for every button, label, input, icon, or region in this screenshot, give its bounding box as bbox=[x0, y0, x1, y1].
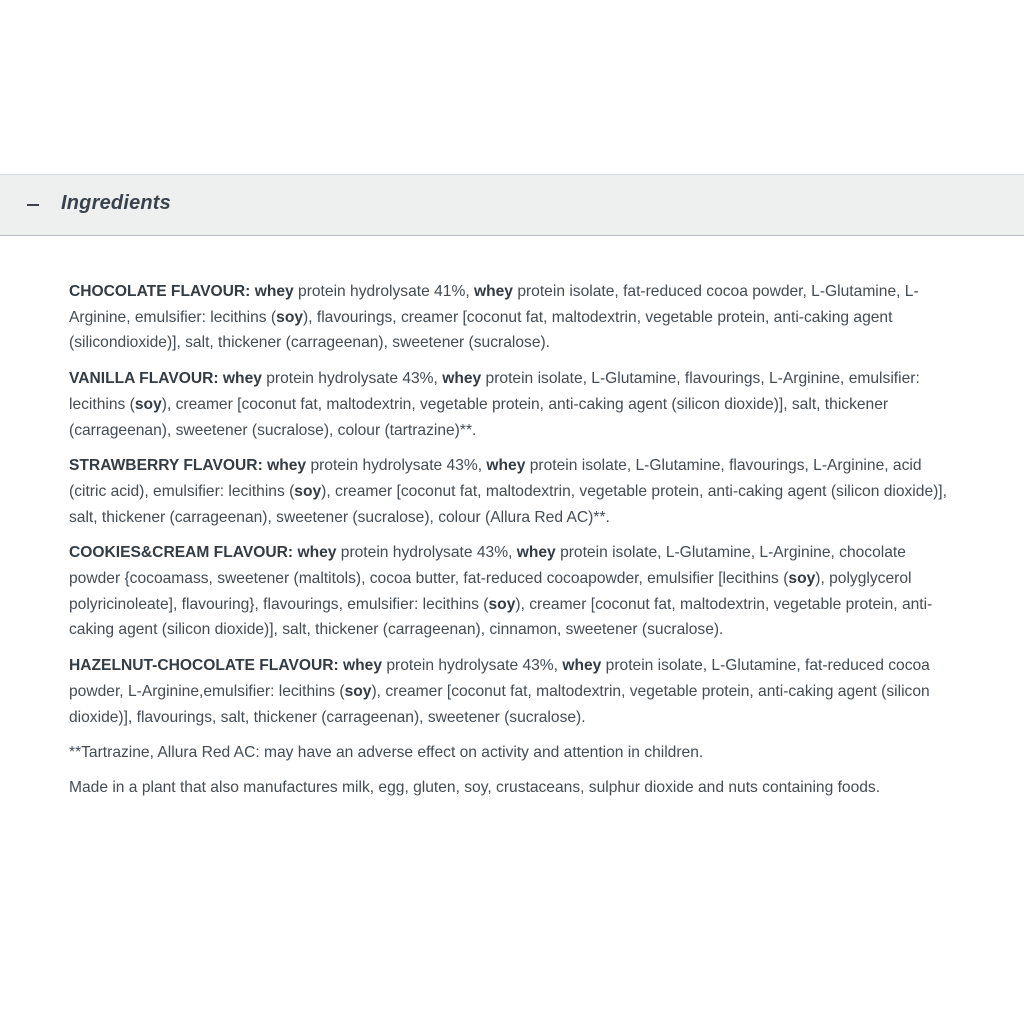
ingredients-accordion-header[interactable] bbox=[0, 174, 1024, 236]
ingredient-text: ), creamer [coconut fat, maltodextrin, vegetable protein, anti-caking agent (silicon dioxide)], salt, thickener (carrageenan), sweetener (sucralose), colour (Allura Red AC)**. bbox=[69, 482, 947, 526]
ingredient-paragraph-cookies-cream bbox=[69, 540, 959, 643]
allergen-word: whey bbox=[562, 657, 602, 675]
collapse-minus-icon[interactable] bbox=[27, 204, 39, 206]
flavour-label: HAZELNUT-CHOCOLATE FLAVOUR: bbox=[69, 657, 339, 675]
allergen-word: soy bbox=[134, 395, 162, 413]
ingredients-content bbox=[69, 279, 959, 810]
flavour-label: CHOCOLATE FLAVOUR: bbox=[69, 283, 251, 300]
ingredient-text: protein hydrolysate 41%, bbox=[293, 283, 474, 300]
allergen-word: whey bbox=[516, 544, 556, 562]
ingredient-text: ), creamer [coconut fat, maltodextrin, vegetable protein, anti-caking agent (silicon dioxide)], salt, thickener (carrageenan), cinnamon, sweetener (sucralose). bbox=[69, 595, 933, 639]
ingredient-text: protein hydrolysate 43%, bbox=[336, 544, 517, 562]
ingredient-paragraph-strawberry bbox=[69, 453, 959, 530]
allergen-word: soy bbox=[294, 482, 322, 500]
ingredient-text: protein isolate, L-Glutamine, fat-reduced cocoa powder, L-Arginine,emulsifier: lecithins ( bbox=[69, 657, 930, 700]
allergen-factory-note: Made in a plant that also manufactures milk, egg, gluten, soy, crustaceans, sulphur dioxide and nuts containing foods. bbox=[69, 778, 881, 796]
ingredient-text: ), polyglycerol polyricinoleate], flavouring}, flavourings, emulsifier: lecithins ( bbox=[69, 570, 912, 613]
ingredient-text: protein isolate, L-Glutamine, flavourings, L-Arginine, acid (citric acid), emulsifier: lecithins ( bbox=[69, 457, 922, 500]
ingredient-text: protein isolate, fat-reduced cocoa powder, L-Glutamine, L-Arginine, emulsifier: lecithins ( bbox=[69, 283, 919, 326]
allergen-word: soy bbox=[344, 682, 372, 700]
allergen-word: whey bbox=[222, 370, 262, 388]
colour-warning-note: **Tartrazine, Allura Red AC: may have an adverse effect on activity and attention in children. bbox=[69, 744, 704, 762]
ingredient-text: protein isolate, L-Glutamine, flavourings, L-Arginine, emulsifier: lecithins ( bbox=[69, 370, 920, 413]
flavour-label: VANILLA FLAVOUR: bbox=[69, 370, 219, 388]
allergen-word: whey bbox=[473, 283, 513, 300]
ingredient-text: ), flavourings, creamer [coconut fat, maltodextrin, vegetable protein, anti-caking agent (silicondioxide)], salt, thickener (carrageenan), sweetener (sucralose). bbox=[69, 308, 893, 352]
ingredient-text: protein hydrolysate 43%, bbox=[382, 657, 563, 675]
allergen-word: whey bbox=[486, 457, 526, 475]
allergen-word: soy bbox=[276, 308, 304, 326]
ingredient-paragraph-vanilla bbox=[69, 366, 959, 443]
allergen-word: whey bbox=[254, 283, 294, 300]
ingredient-text: ), creamer [coconut fat, maltodextrin, vegetable protein, anti-caking agent (silicon dioxide)], salt, thickener (carrageenan), sweetener (sucralose), colour (tartrazine)**. bbox=[69, 395, 889, 439]
ingredient-text: protein hydrolysate 43%, bbox=[306, 457, 487, 475]
allergen-word: soy bbox=[488, 595, 516, 613]
ingredient-text: protein isolate, L-Glutamine, L-Arginine, chocolate powder {cocoamass, sweetener (maltitols), cocoa butter, fat-reduced cocoapowder, emulsifier [lecithins ( bbox=[69, 544, 906, 588]
flavour-label: COOKIES&CREAM FLAVOUR: bbox=[69, 544, 294, 562]
allergen-word: whey bbox=[297, 544, 337, 562]
ingredient-text: ), creamer [coconut fat, maltodextrin, vegetable protein, anti-caking agent (silicon dioxide)], flavourings, salt, thickener (carrageenan), sweetener (sucralose). bbox=[69, 682, 930, 726]
allergen-word: whey bbox=[267, 457, 307, 475]
ingredient-text: protein hydrolysate 43%, bbox=[261, 370, 443, 388]
allergen-word: whey bbox=[442, 370, 482, 388]
accordion-title[interactable]: Ingredients bbox=[61, 192, 171, 214]
ingredient-paragraph-hazelnut bbox=[69, 653, 959, 730]
ingredient-paragraph-chocolate bbox=[69, 279, 959, 356]
allergen-word: soy bbox=[788, 570, 816, 588]
allergen-word: whey bbox=[343, 657, 383, 675]
flavour-label: STRAWBERRY FLAVOUR: bbox=[69, 457, 263, 475]
